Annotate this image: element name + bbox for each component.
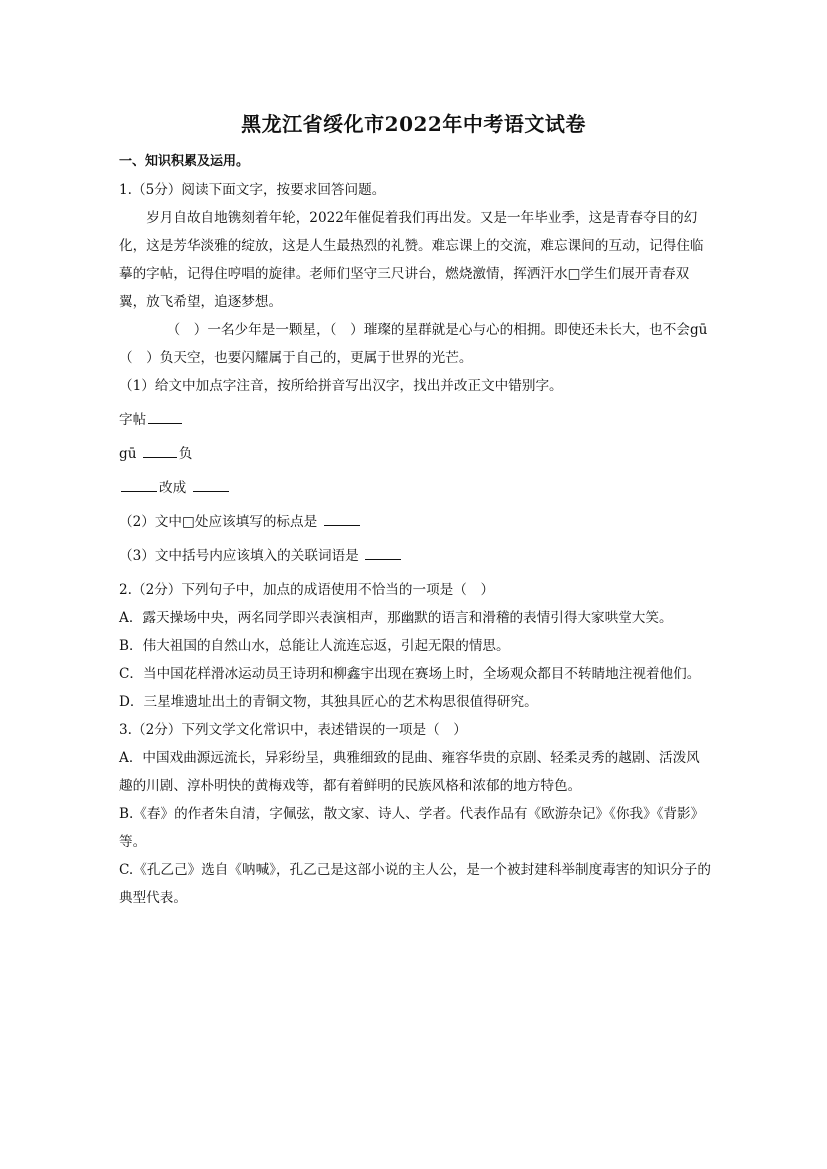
answer-blank-gu[interactable] <box>143 443 177 458</box>
answer-blank-conjunction[interactable] <box>365 545 401 560</box>
answer-label-fu: 负 <box>178 446 193 462</box>
q1-sub-question-3 <box>119 542 711 570</box>
answer-row-correction <box>119 474 711 502</box>
q2-option-d: D．三星堆遗址出土的青铜文物，其独具匠心的艺术构思很值得研究。 <box>119 694 538 710</box>
exam-content <box>119 148 711 912</box>
answer-row-gu <box>119 440 711 468</box>
answer-label-zitie: 字帖 <box>119 412 147 428</box>
exam-title: 黑龙江省绥化市2022年中考语文试卷 <box>241 112 586 136</box>
answer-blank-wrong-char[interactable] <box>121 477 157 492</box>
q2-option-a: A．露天操场中央，两名同学即兴表演相声，那幽默的语言和滑稽的表情引得大家哄堂大笑。 <box>119 610 673 626</box>
answer-label-gaicheng: 改成 <box>159 480 187 496</box>
q3-stem: 3.（2分）下列文学文化常识中，表述错误的一项是（ ） <box>119 722 467 738</box>
q3-option-b: B.《春》的作者朱自清，字佩弦，散文家、诗人、学者。代表作品有《欧游杂记》《你我》《背影》等。 <box>119 806 705 850</box>
answer-blank-punctuation[interactable] <box>324 511 360 526</box>
q1-sub-question-2 <box>119 508 711 536</box>
q2-option-b: B．伟大祖国的自然山水，总能让人流连忘返，引起无限的情思。 <box>119 638 510 654</box>
q2-option-c: C．当中国花样滑冰运动员王诗玥和柳鑫宇出现在赛场上时，全场观众都目不转睛地注视着他们。 <box>119 666 701 682</box>
answer-blank-zitie[interactable] <box>148 409 182 424</box>
q1-passage-paragraph-2: （ ）一名少年是一颗星，（ ）璀璨的星群就是心与心的相拥。即使还未长大，也不会gū（ ）负天空，也要闪耀属于自己的，更属于世界的光芒。 <box>119 322 708 366</box>
q1-sub3-text: （3）文中括号内应该填入的关联词语是 <box>119 548 359 564</box>
q1-sub2-text: （2）文中□处应该填写的标点是 <box>119 514 318 530</box>
q1-passage-paragraph: 岁月自故自地镌刻着年轮，2022年催促着我们再出发。又是一年毕业季，这是青春夺目的幻化，这是芳华淡雅的绽放，这是人生最热烈的礼赞。难忘课上的交流，难忘课间的互动，记得住临摹的字帖，记得住哼唱的旋律。老师们坚守三尺讲台，燃烧激情，挥洒汗水□学生们展开青春双翼，放飞希望，追逐梦想。 <box>119 210 704 310</box>
answer-row-zitie <box>119 406 711 434</box>
section-heading: 一、知识积累及运用。 <box>119 154 250 169</box>
q2-stem: 2.（2分）下列句子中，加点的成语使用不恰当的一项是（ ） <box>119 582 495 598</box>
q1-sub-question-1: （1）给文中加点字注音，按所给拼音写出汉字，找出并改正文中错别字。 <box>119 378 563 394</box>
q1-stem: 1.（5分）阅读下面文字，按要求回答问题。 <box>119 182 386 198</box>
answer-blank-correct-char[interactable] <box>193 477 229 492</box>
q3-option-a: A．中国戏曲源远流长，异彩纷呈，典雅细致的昆曲、雍容华贵的京剧、轻柔灵秀的越剧、活泼风趣的川剧、淳朴明快的黄梅戏等，都有着鲜明的民族风格和浓郁的地方特色。 <box>119 750 700 794</box>
q3-option-c: C.《孔乙己》选自《呐喊》，孔乙己是这部小说的主人公，是一个被封建科举制度毒害的知识分子的典型代表。 <box>119 862 711 906</box>
answer-label-gu-pinyin: gū <box>119 446 137 462</box>
